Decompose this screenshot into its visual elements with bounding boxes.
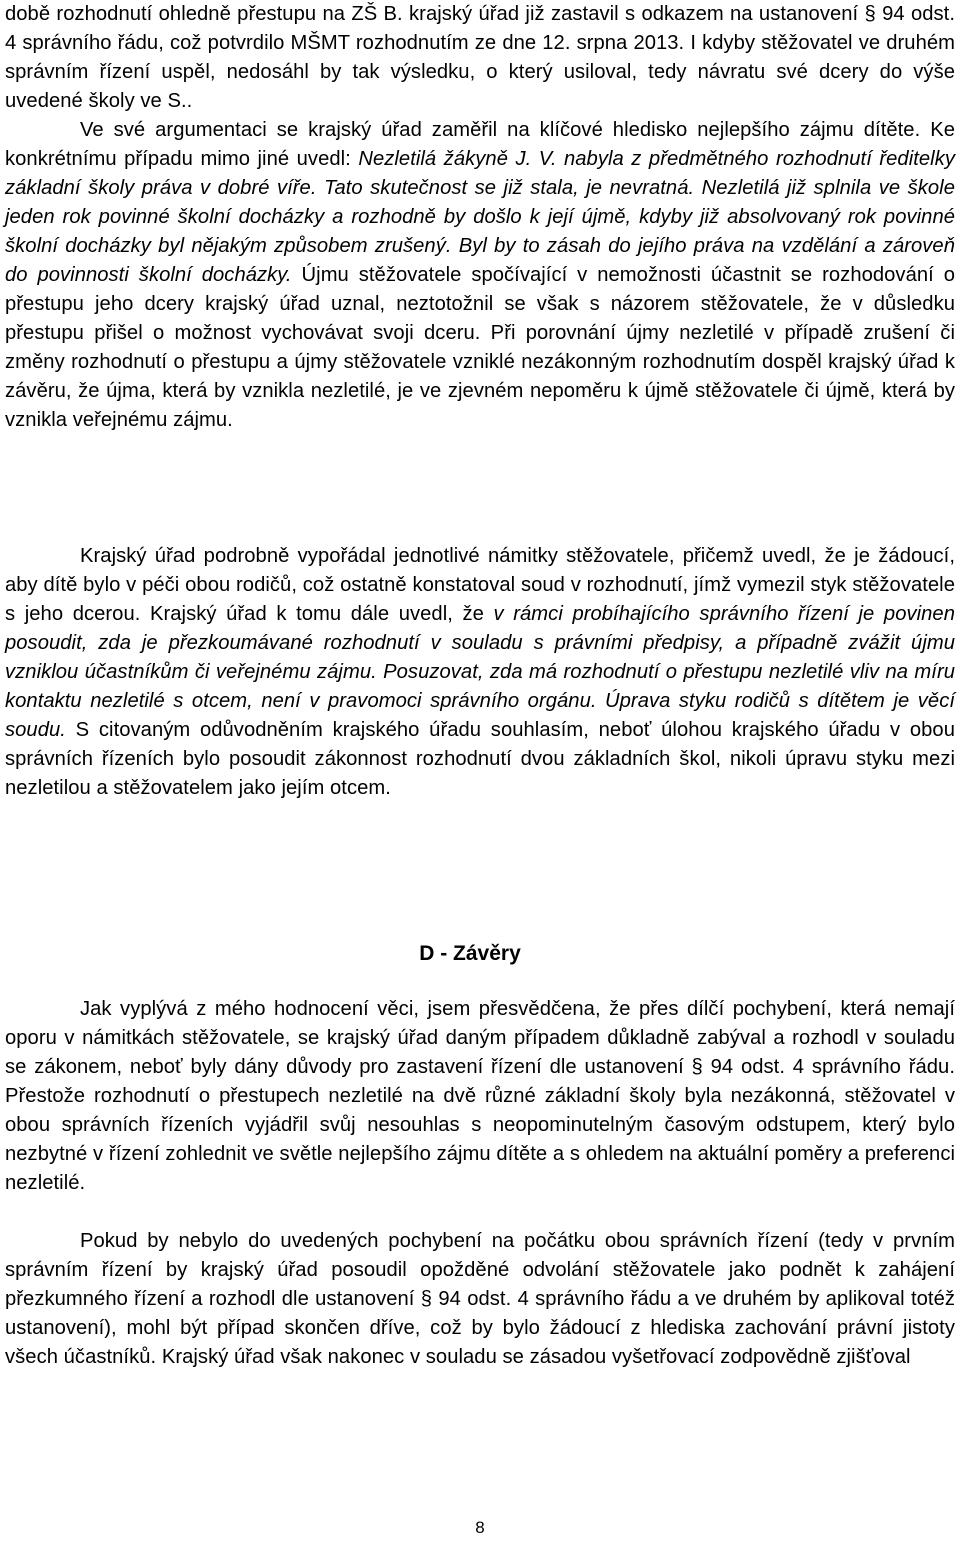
paragraph-2-quote-b: Nezletilá již splnila ve škole jeden rok povinné školní docházky a rozhodně by došlo k její újmě, kdyby již absolvovaný rok povinné školní docházky byl nějakým způsobem zrušený. Byl by to zásah do jejího práva na vzdělání a zároveň do povinnosti školní docházky. (5, 177, 955, 286)
paragraph-4 (5, 995, 955, 1198)
paragraph-3-text-b: S citovaným odůvodněním krajského úřadu souhlasím, neboť úlohou krajského úřadu v obou správních řízeních bylo posoudit zákonnost rozhodnutí dvou základních škol, nikoli úpravu styku mezi nezletilou a stěžovatelem jako jejím otcem. (5, 719, 955, 799)
paragraph-3-quote: v rámci probíhajícího správního řízení je povinen posoudit, zda je přezkoumávané rozhodnutí v souladu s právními předpisy, a případně zvážit újmu vzniklou účastníkům či veřejnému zájmu. Posuzovat, zda má rozhodnutí o přestupu nezletilé vliv na míru kontaktu nezletilé s otcem, není v pravomoci správního orgánu. Úprava styku rodičů s dítětem je věcí soudu. (5, 603, 955, 741)
page-number: 8 (475, 1518, 485, 1537)
paragraph-2-text-a: Ve své argumentaci se krajský úřad zaměřil na klíčové hledisko nejlepšího zájmu dítěte. Ke konkrétnímu případu mimo jiné uvedl: (5, 119, 955, 170)
section-heading: D - Závěry (419, 942, 521, 965)
paragraph-4-text: Jak vyplývá z mého hodnocení věci, jsem přesvědčena, že přes dílčí pochybení, která nemají oporu v námitkách stěžovatele, se krajský úřad daným případem důkladně zabýval a rozhodl v souladu se zákonem, neboť byly dány důvody pro zastavení řízení dle ustanovení § 94 odst. 4 správního řádu. Přestože rozhodnutí o přestupech nezletilé na dvě různé základní školy byla nezákonná, stěžovatel v obou správních řízeních vyjádřil svůj nesouhlas s neopominutelným časovým odstupem, který bylo nezbytné v řízení zohlednit ve světle nejlepšího zájmu dítěte a s ohledem na aktuální poměry a preferenci nezletilé. (5, 998, 955, 1194)
paragraph-2-quote-a: Nezletilá žákyně J. V. nabyla z předmětného rozhodnutí ředitelky základní školy práva v dobré víře. Tato skutečnost se již stala, je nevratná. (5, 148, 955, 199)
text-block-bottom (5, 995, 955, 1372)
paragraph-3-text-a: Krajský úřad podrobně vypořádal jednotlivé námitky stěžovatele, přičemž uvedl, že je žádoucí, aby dítě bylo v péči obou rodičů, což ostatně konstatoval soud v rozhodnutí, jímž vymezil styk stěžovatele s jeho dcerou. Krajský úřad k tomu dále uvedl, že (5, 545, 955, 625)
paragraph-2-text-b: Újmu stěžovatele spočívající v nemožnosti účastnit se rozhodování o přestupu jeho dcery krajský úřad uznal, neztotožnil se však s názorem stěžovatele, že v důsledku přestupu přišel o možnost vychovávat svoji dceru. Při porovnání újmy nezletilé v případě zrušení či změny rozhodnutí o přestupu a újmy stěžovatele vzniklé nezákonným rozhodnutím dospěl krajský úřad k závěru, že újma, která by vznikla nezletilé, je ve zjevném nepoměru k újmě stěžovatele či újmě, která by vznikla veřejnému zájmu. (5, 264, 955, 431)
text-block-middle (5, 542, 955, 803)
paragraph-2 (5, 116, 955, 435)
paragraph-3 (5, 542, 955, 803)
text-block-top (5, 0, 955, 435)
paragraph-2-space (694, 177, 701, 199)
paragraph-5 (5, 1227, 955, 1372)
paragraph-1-text: době rozhodnutí ohledně přestupu na ZŠ B. krajský úřad již zastavil s odkazem na ustanovení § 94 odst. 4 správního řádu, což potvrdilo MŠMT rozhodnutím ze dne 12. srpna 2013. I kdyby stěžovatel ve druhém správním řízení uspěl, nedosáhl by tak výsledku, o který usiloval, tedy návratu své dcery do výše uvedené školy ve S.. (5, 3, 955, 112)
paragraph-1 (5, 0, 955, 116)
paragraph-5-text: Pokud by nebylo do uvedených pochybení na počátku obou správních řízení (tedy v prvním správním řízení by krajský úřad posoudil opožděné odvolání stěžovatele jako podnět k zahájení přezkumného řízení a rozhodl dle ustanovení § 94 odst. 4 správního řádu a ve druhém by aplikoval totéž ustanovení), mohl být případ skončen dříve, což by bylo žádoucí z hlediska zachování právní jistoty všech účastníků. Krajský úřad však nakonec v souladu se zásadou vyšetřovací zodpovědně zjišťoval (5, 1230, 955, 1368)
